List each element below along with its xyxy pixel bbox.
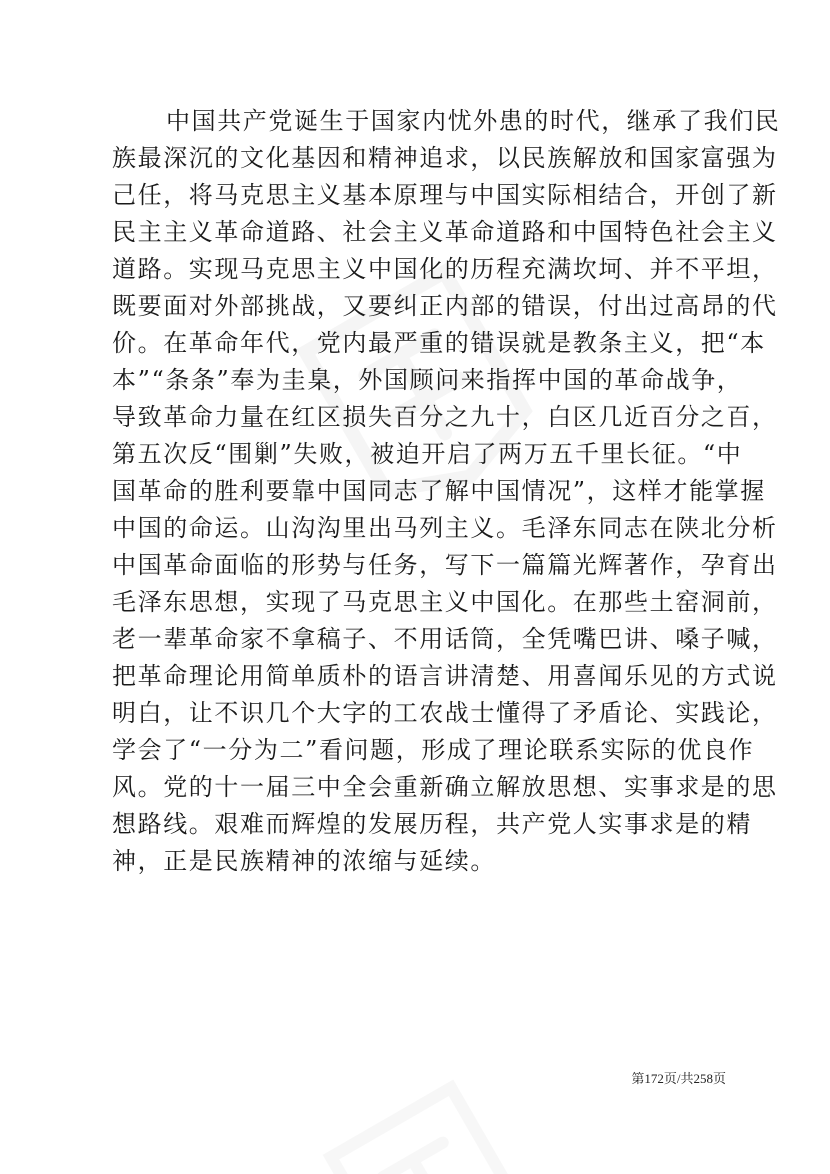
paragraph-line: 中国的命运。山沟沟里出马列主义。毛泽东同志在陕北分析 — [112, 514, 778, 542]
paragraph-line: 中国共产党诞生于国家内忧外患的时代，继承了我们民 — [166, 107, 781, 135]
paragraph-line: 风。党的十一届三中全会重新确立解放思想、实事求是的思 — [112, 773, 778, 801]
paragraph-line: 学会了“一分为二”看问题，形成了理论联系实际的优良作 — [112, 736, 755, 764]
paragraph-line: 国革命的胜利要靠中国同志了解中国情况”，这样才能掌握 — [112, 477, 766, 505]
paragraph-line: 把革命理论用简单质朴的语言讲清楚、用喜闻乐见的方式说 — [112, 662, 778, 690]
paragraph-line: 明白，让不识几个大字的工农战士懂得了矛盾论、实践论， — [112, 699, 778, 727]
paragraph-line: 族最深沉的文化基因和精神追求，以民族解放和国家富强为 — [112, 144, 778, 172]
watermark-logo-icon — [252, 1012, 607, 1174]
paragraph-line: 老一辈革命家不拿稿子、不用话筒，全凭嘴巴讲、嗓子喊， — [112, 625, 778, 653]
paragraph-line: 既要面对外部挑战，又要纠正内部的错误，付出过高昂的代 — [112, 292, 778, 320]
page-number: 第172页/共258页 — [631, 1071, 726, 1086]
paragraph-line: 毛泽东思想，实现了马克思主义中国化。在那些土窑洞前， — [112, 588, 778, 616]
paragraph-line: 民主主义革命道路、社会主义革命道路和中国特色社会主义 — [112, 218, 778, 246]
paragraph-line: 本”“条条”奉为圭臬，外国顾问来指挥中国的革命战争， — [112, 366, 743, 394]
paragraph-line: 第五次反“围剿”失败，被迫开启了两万五千里长征。“中 — [112, 440, 743, 468]
paragraph-line: 导致革命力量在红区损失百分之九十，白区几近百分之百， — [112, 403, 778, 431]
paragraph-line: 想路线。艰难而辉煌的发展历程，共产党人实事求是的精 — [112, 810, 752, 838]
paragraph-line: 道路。实现马克思主义中国化的历程充满坎坷、并不平坦， — [112, 255, 778, 283]
paragraph-line: 价。在革命年代，党内最严重的错误就是教条主义，把“本 — [112, 329, 766, 357]
paragraph-line: 神，正是民族精神的浓缩与延续。 — [112, 847, 496, 875]
body-paragraph — [112, 103, 781, 880]
paragraph-line: 己任，将马克思主义基本原理与中国实际相结合，开创了新 — [112, 181, 778, 209]
paragraph-line: 中国革命面临的形势与任务，写下一篇篇光辉著作，孕育出 — [112, 551, 778, 579]
